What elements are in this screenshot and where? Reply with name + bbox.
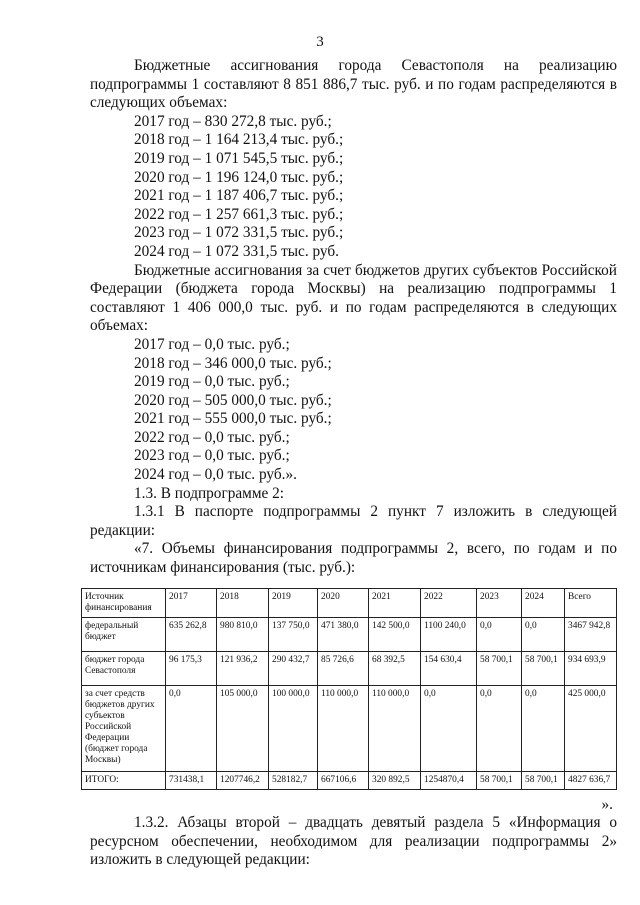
- table-cell: 528182,7: [269, 771, 318, 789]
- paragraph-other-subjects-budget: Бюджетные ассигнования за счет бюджетов других субъектов Российской Федерации (бюджета города Москвы) на реализацию подпрограммы 1 составляют 1 406 000,0 тыс. руб. и по годам распределяются в следующих объемах:: [90, 261, 617, 335]
- table-cell: 980 810,0: [217, 617, 269, 651]
- table-cell: 0,0: [421, 685, 477, 771]
- list-item: 2017 год – 0,0 тыс. руб.;: [134, 335, 290, 353]
- table-header-cell: Всего: [565, 588, 617, 617]
- table-cell: 4827 636,7: [565, 771, 617, 789]
- list-item: 2017 год – 830 272,8 тыс. руб.;: [134, 112, 332, 130]
- table-cell: 110 000,0: [369, 685, 421, 771]
- list-item: 2022 год – 0,0 тыс. руб.;: [134, 428, 290, 446]
- table-cell: 85 726,6: [318, 651, 369, 685]
- table-header-cell: 2022: [421, 588, 477, 617]
- paragraph-sevastopol-budget: Бюджетные ассигнования города Севастополя на реализацию подпрограммы 1 составляют 8 851 886,7 тыс. руб. и по годам распределяются в следующих объемах:: [90, 57, 617, 112]
- table-cell: 142 500,0: [369, 617, 421, 651]
- paragraph-1-3-1: 1.3.1 В паспорте подпрограммы 2 пункт 7 изложить в следующей редакции:: [90, 503, 617, 539]
- table-cell: 121 936,2: [217, 651, 269, 685]
- table-cell: бюджет города Севастополя: [82, 651, 166, 685]
- document-body: [85, 57, 617, 870]
- list-other-subjects-years: [90, 336, 617, 503]
- table-cell: 58 700,1: [477, 771, 522, 789]
- list-sevastopol-years: [90, 113, 617, 262]
- table-cell: 1207746,2: [217, 771, 269, 789]
- list-item: 2021 год – 1 187 406,7 тыс. руб.;: [134, 187, 344, 205]
- table-header-cell: 2018: [217, 588, 269, 617]
- table-cell: 320 892,5: [369, 771, 421, 789]
- list-item: 2021 год – 555 000,0 тыс. руб.;: [134, 410, 332, 428]
- table-cell: 3467 942,8: [565, 617, 617, 651]
- table-cell: 137 750,0: [269, 617, 318, 651]
- list-item: 2023 год – 1 072 331,5 тыс. руб.;: [134, 224, 344, 242]
- list-item: 2024 год – 0,0 тыс. руб.».: [134, 466, 297, 484]
- table-header-cell: 2023: [477, 588, 522, 617]
- table-cell: 110 000,0: [318, 685, 369, 771]
- table-header-cell: Источник финансирования: [82, 588, 166, 617]
- table-cell: 1254870,4: [421, 771, 477, 789]
- table-cell: 58 700,1: [522, 771, 565, 789]
- table-total-row: [82, 771, 617, 789]
- table-cell: 58 700,1: [522, 651, 565, 685]
- table-cell: ИТОГО:: [82, 771, 166, 789]
- table-header-cell: 2021: [369, 588, 421, 617]
- table-cell: 154 630,4: [421, 651, 477, 685]
- table-cell: 0,0: [522, 685, 565, 771]
- table-cell: 471 380,0: [318, 617, 369, 651]
- table-row: [82, 617, 617, 651]
- table-cell: 635 262,8: [166, 617, 217, 651]
- section-heading: 1.3. В подпрограмме 2:: [134, 484, 285, 502]
- list-item: 2020 год – 505 000,0 тыс. руб.;: [134, 391, 332, 409]
- table-cell: 290 432,7: [269, 651, 318, 685]
- table-row: [82, 651, 617, 685]
- table-cell: 934 693,9: [565, 651, 617, 685]
- table-cell: 667106,6: [318, 771, 369, 789]
- table-cell: 105 000,0: [217, 685, 269, 771]
- table-cell: 100 000,0: [269, 685, 318, 771]
- table-closing-quote: ».: [601, 795, 613, 813]
- list-item: 2019 год – 0,0 тыс. руб.;: [134, 373, 290, 391]
- table-cell: 58 700,1: [477, 651, 522, 685]
- table-cell: 0,0: [522, 617, 565, 651]
- table-cell: за счет средств бюджетов других субъектов Российской Федерации (бюджет города Москвы): [82, 685, 166, 771]
- table-cell: федеральный бюджет: [82, 617, 166, 651]
- table-row: [82, 685, 617, 771]
- table-cell: 96 175,3: [166, 651, 217, 685]
- table-header-row: [82, 588, 617, 617]
- paragraph-1-3-2: 1.3.2. Абзацы второй – двадцать девятый раздела 5 «Информация о ресурсном обеспечении, необходимом для реализации подпрограммы 2» изложить в следующей редакции:: [90, 814, 617, 869]
- table-header-cell: 2020: [318, 588, 369, 617]
- list-item: 2019 год – 1 071 545,5 тыс. руб.;: [134, 149, 344, 167]
- financing-table: [81, 588, 617, 790]
- list-item: 2020 год – 1 196 124,0 тыс. руб.;: [134, 168, 344, 186]
- table-header-cell: 2024: [522, 588, 565, 617]
- list-item: 2023 год – 0,0 тыс. руб.;: [134, 447, 290, 465]
- list-item: 2018 год – 1 164 213,4 тыс. руб.;: [134, 131, 344, 149]
- list-item: 2018 год – 346 000,0 тыс. руб.;: [134, 354, 332, 372]
- table-cell: 731438,1: [166, 771, 217, 789]
- list-item: 2024 год – 1 072 331,5 тыс. руб.: [134, 242, 339, 260]
- list-item: 2022 год – 1 257 661,3 тыс. руб.;: [134, 205, 344, 223]
- table-header-cell: 2019: [269, 588, 318, 617]
- table-header-cell: 2017: [166, 588, 217, 617]
- table-cell: 425 000,0: [565, 685, 617, 771]
- table-cell: 0,0: [477, 685, 522, 771]
- table-cell: 0,0: [477, 617, 522, 651]
- paragraph-item-7: «7. Объемы финансирования подпрограммы 2, всего, по годам и по источникам финансирования (тыс. руб.):: [90, 540, 617, 577]
- table-cell: 1100 240,0: [421, 617, 477, 651]
- table-cell: 0,0: [166, 685, 217, 771]
- page-number: 3: [316, 34, 324, 50]
- table-cell: 68 392,5: [369, 651, 421, 685]
